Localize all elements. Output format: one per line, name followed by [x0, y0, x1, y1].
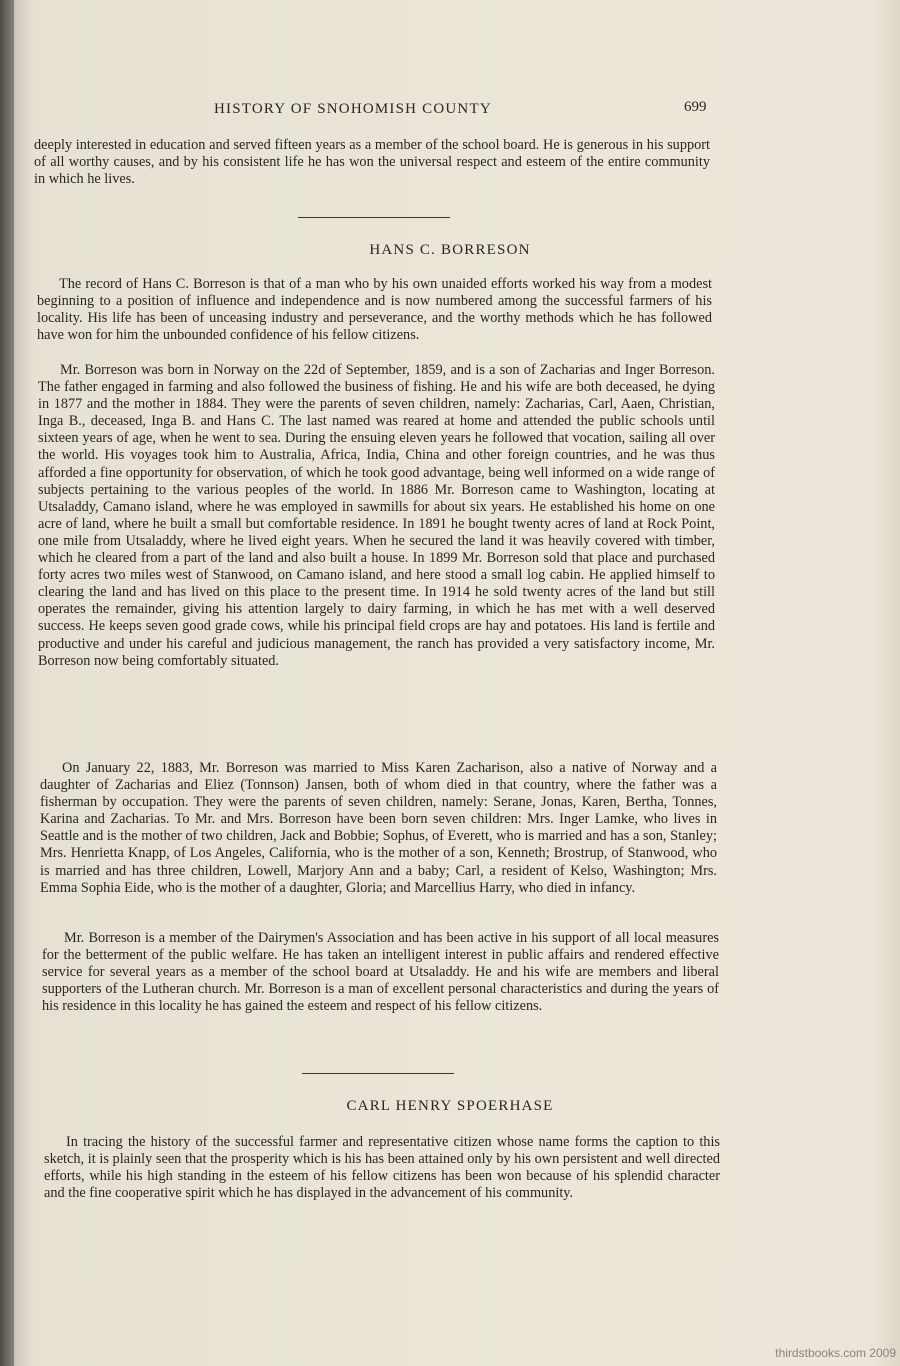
intro-paragraph: deeply interested in education and served fifteen years as a member of the school board. He is generous in his support of all worthy causes, and by his consistent life he has won the universal respect and esteem of the entire community in which he lives.	[34, 137, 710, 188]
spoerhase-paragraph-1: In tracing the history of the successful farmer and representative citizen whose name forms the caption to this sketch, it is plainly seen that the prosperity which is his has been attained only by his own persistent and well directed efforts, while his high standing in the esteem of his fellow citizens has been won because of his splendid character and the fine cooperative spirit which he has displayed in the advancement of his community.	[44, 1134, 720, 1202]
section-heading-borreson: HANS C. BORRESON	[369, 242, 531, 258]
page-binding-shadow	[0, 0, 14, 1366]
section-divider	[298, 217, 450, 218]
borreson-paragraph-1: The record of Hans C. Borreson is that of a man who by his own unaided efforts worked his way from a modest beginning to a position of influence and independence and is now numbered among the successful farmers of his locality. His life has been of unceasing industry and perseverance, and the worthy methods which he has followed have won for him the unbounded confidence of his fellow citizens.	[37, 276, 712, 344]
borreson-paragraph-2: Mr. Borreson was born in Norway on the 22d of September, 1859, and is a son of Zacharias and Inger Borreson. The father engaged in farming and also followed the business of fishing. He and his wife are both deceased, he dying in 1877 and the mother in 1884. They were the parents of seven children, namely: Zacharias, Carl, Aaen, Christian, Inga B., deceased, Inga B. and Hans C. The last named was reared at home and attended the public schools until sixteen years of age, when he went to sea. During the ensuing eleven years he followed that vocation, sailing all over the world. His voyages took him to Australia, Africa, India, China and other foreign countries, and he was thus afforded a fine opportunity for observation, of which he took good advantage, being well informed on a wide range of subjects pertaining to the various peoples of the world. In 1886 Mr. Borreson came to Washington, locating at Utsaladdy, Camano island, where he was employed in sawmills for about six years. He established his home on one acre of land, where he built a small but comfortable residence. In 1891 he bought twenty acres of land at Rock Point, one mile from Utsaladdy, where he lived eight years. When he secured the land it was heavily covered with timber, which he cleared from a part of the land and also built a house. In 1899 Mr. Borreson sold that place and purchased forty acres two miles west of Stanwood, on Camano island, and here stood a small log cabin. He applied himself to clearing the land and has lived on this place to the present time. In 1914 he sold twenty acres of the land but still operates the remainder, giving his attention largely to dairy farming, in which he has met with a well deserved success. He keeps seven good grade cows, while his principal field crops are hay and potatoes. His land is fertile and productive and under his careful and judicious management, the ranch has provided a very satisfactory income, Mr. Borreson now being comfortably situated.	[38, 362, 715, 669]
running-head	[0, 101, 900, 123]
page-number: 699	[684, 99, 707, 115]
section-heading-spoerhase: CARL HENRY SPOERHASE	[346, 1098, 554, 1114]
watermark-text: thirdstbooks.com 2009	[775, 1346, 896, 1360]
borreson-paragraph-3: On January 22, 1883, Mr. Borreson was married to Miss Karen Zacharison, also a native of Norway and a daughter of Zacharias and Eliez (Tonnson) Jansen, both of whom died in that country, where the father was a fisherman by occupation. They were the parents of seven children, namely: Serane, Jonas, Karen, Bertha, Tonnes, Karina and Zacharias. To Mr. and Mrs. Borreson have been born seven children: Mrs. Inger Lamke, who lives in Seattle and is the mother of two children, Jack and Bobbie; Sophus, of Everett, who is married and has a son, Stanley; Mrs. Henrietta Knapp, of Los Angeles, California, who is the mother of a son, Kenneth; Brostrup, of Stanwood, who is married and has three children, Lowell, Marjory Ann and a baby; Carl, a resident of Kelso, Washington; Mrs. Emma Sophia Eide, who is the mother of a daughter, Gloria; and Marcellius Harry, who died in infancy.	[40, 760, 717, 896]
running-title: HISTORY OF SNOHOMISH COUNTY	[214, 101, 492, 117]
borreson-paragraph-4: Mr. Borreson is a member of the Dairymen's Association and has been active in his support of all local measures for the betterment of the public welfare. He has taken an intelligent interest in public affairs and rendered effective service for several years as a member of the school board at Utsaladdy. He and his wife are members and liberal supporters of the Lutheran church. Mr. Borreson is a man of excellent personal characteristics and during the years of his residence in this locality he has gained the esteem and respect of his fellow citizens.	[42, 930, 719, 1015]
section-divider	[302, 1073, 454, 1074]
